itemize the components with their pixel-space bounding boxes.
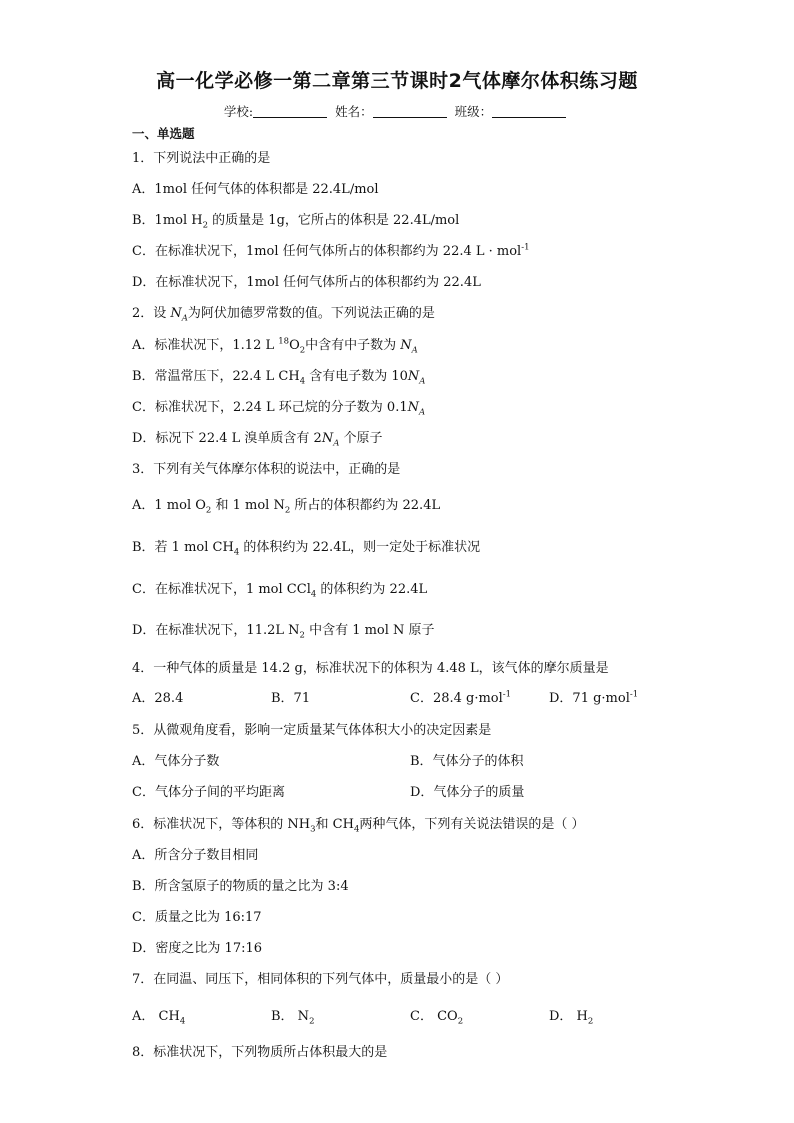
name-blank[interactable] [373,105,447,118]
q6-option-c: C．质量之比为 16:17 [132,910,262,925]
student-info-line [0,102,794,120]
q5-option-b: B．气体分子的体积 [410,754,524,769]
school-blank[interactable] [253,105,327,118]
q4-option-c: C．28.4 g·mol$^{-1}$ [410,689,512,706]
q3-stem: 3．下列有关气体摩尔体积的说法中，正确的是 [132,462,401,477]
q3-option-a: A．1 mol $O_2$ 和 1 mol $N_2$ 所占的体积都约为 22.4L [132,498,441,516]
q4-option-d: D．71 g·mol$^{-1}$ [549,689,639,706]
q2-stem: 2．设 $N_A$为阿伏加德罗常数的值。下列说法正确的是 [132,306,435,324]
q4-option-b: B．71 [271,691,311,706]
q5-option-d: D．气体分子的质量 [410,785,525,800]
q2-option-b: B．常温常压下，22.4 L $CH_4$ 含有电子数为 $10N_A$ [132,369,426,387]
page-title: 高一化学必修一第二章第三节课时2气体摩尔体积练习题 [156,70,638,92]
q3-option-c: C．在标准状况下，1 mol CCl$_4$ 的体积约为 22.4L [132,582,428,600]
q1-option-d: D．在标准状况下，1mol 任何气体所占的体积都约为 22.4L [132,275,481,290]
q7-option-a: A． $CH_4$ [132,1009,186,1027]
q7-option-c: C． $CO_2$ [410,1009,464,1027]
q5-stem: 5．从微观角度看，影响一定质量某气体体积大小的决定因素是 [132,723,492,738]
q7-option-d: D． $H_2$ [549,1009,594,1027]
class-label: 班级： [454,104,493,119]
school-label: 学校: [223,104,254,119]
q3-option-b: B．若 1 mol $CH_4$ 的体积约为 22.4L，则一定处于标准状况 [132,540,481,558]
q1-option-a: A．1mol 任何气体的体积都是 22.4L/mol [132,182,379,197]
q6-option-a: A．所含分子数目相同 [132,848,259,863]
q5-option-a: A．气体分子数 [132,754,220,769]
section-heading: 一、单选题 [132,126,195,141]
q6-option-b: B．所含氢原子的物质的量之比为 3:4 [132,879,349,894]
name-label: 姓名： [335,104,373,119]
q6-stem: 6．标准状况下，等体积的 $NH_3$和 $CH_4$两种气体，下列有关说法错误的是（ ） [132,817,585,835]
q1-option-b: B．1mol $H_2$ 的质量是 1g，它所占的体积是 22.4L/mol [132,213,460,231]
q3-option-d: D．在标准状况下，11.2L $N_2$ 中含有 1 mol N 原子 [132,623,435,641]
q1-stem: 1．下列说法中正确的是 [132,151,271,166]
q7-option-b: B． $N_2$ [271,1009,315,1027]
q5-option-c: C．气体分子间的平均距离 [132,785,285,800]
q1-option-c: C．在标准状况下，1mol 任何气体所占的体积都约为 22.4 L · mol$^{-1}$ [132,242,530,259]
q4-stem: 4．一种气体的质量是 14.2 g，标准状况下的体积为 4.48 L，该气体的摩尔质量是 [132,661,609,676]
q4-option-a: A．28.4 [132,691,184,706]
q2-option-c: C．标准状况下，2.24 L 环己烷的分子数为 $0.1N_A$ [132,400,426,418]
q6-option-d: D．密度之比为 17:16 [132,941,263,956]
q2-option-d: D．标况下 22.4 L 溴单质含有 $2N_A$ 个原子 [132,431,383,449]
q2-option-a: A．标准状况下，1.12 L $^{18}O_2$中含有中子数为 $N_A$ [132,336,418,356]
q8-stem: 8．标准状况下，下列物质所占体积最大的是 [132,1045,388,1060]
q7-stem: 7．在同温、同压下，相同体积的下列气体中，质量最小的是（ ） [132,972,509,987]
class-blank[interactable] [492,105,566,118]
